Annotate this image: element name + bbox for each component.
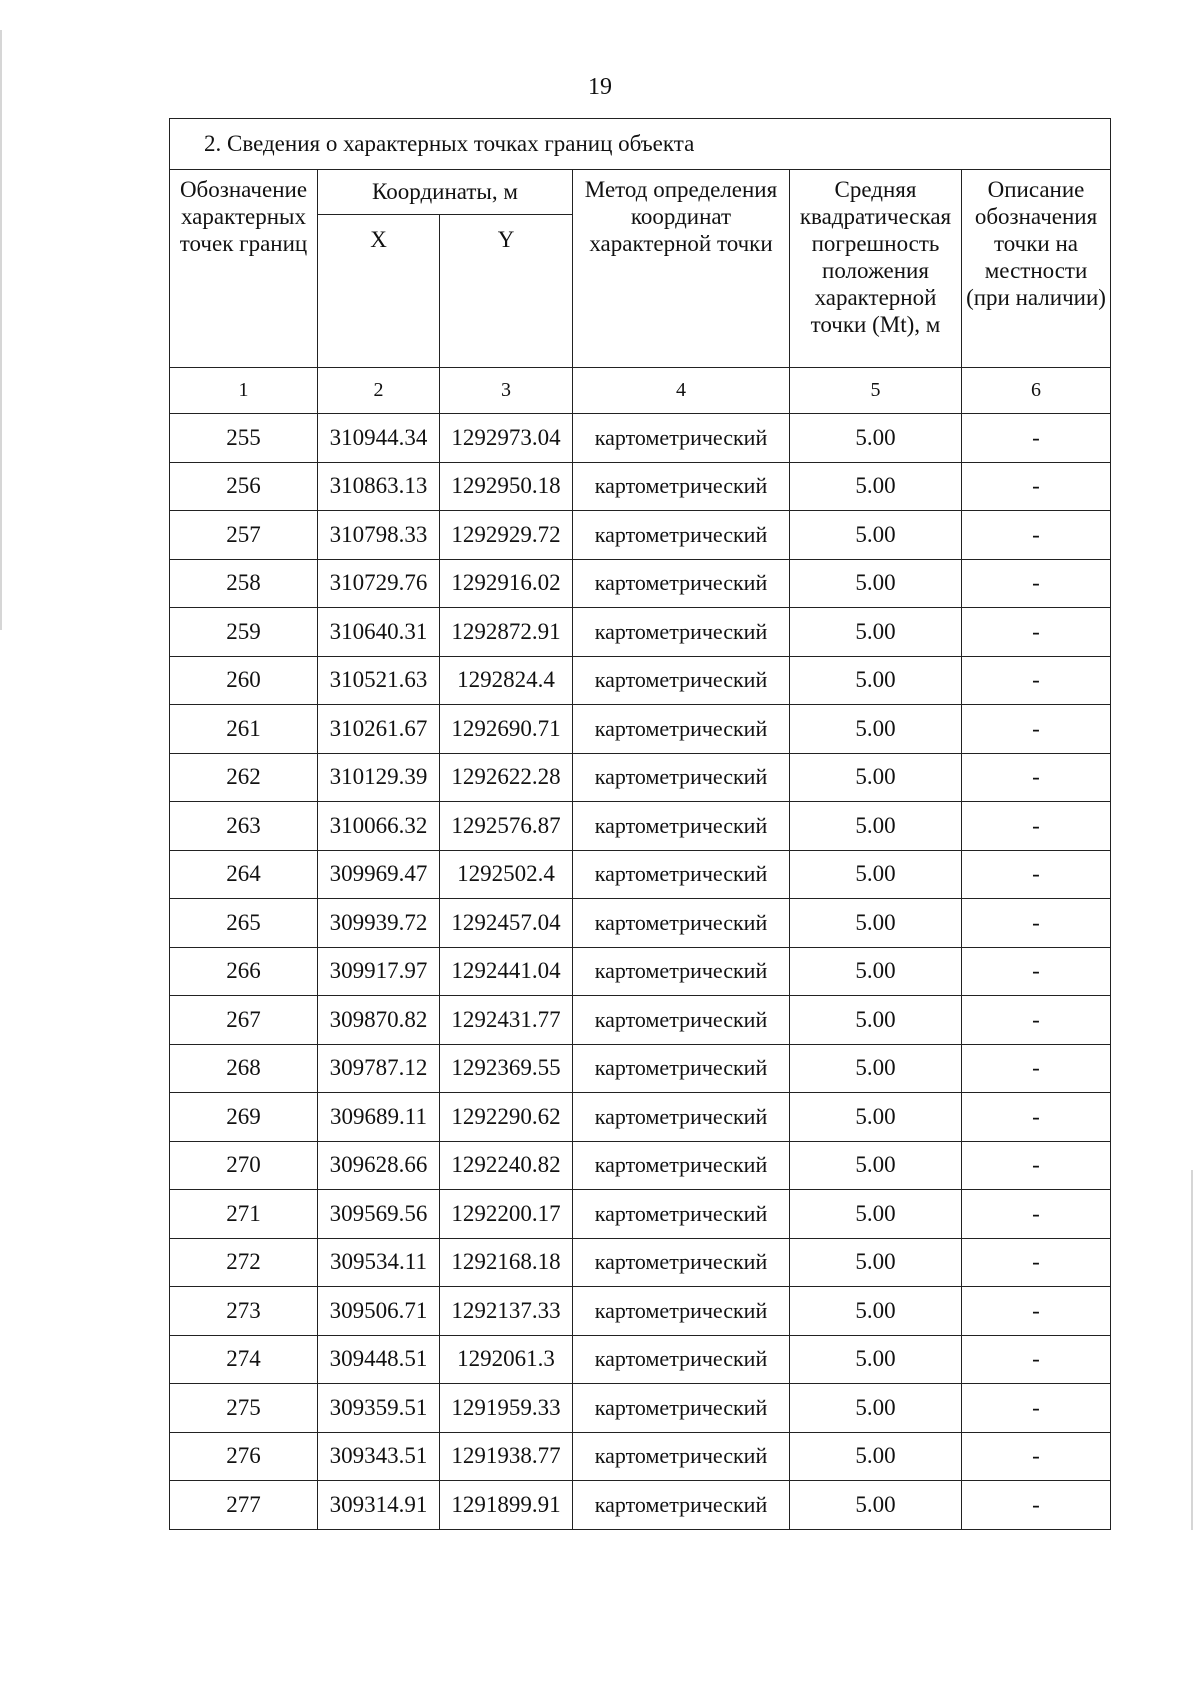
method-cell: картометрический (573, 899, 790, 948)
column-number: 1 (170, 368, 318, 414)
y-coordinate-cell: 1292929.72 (440, 511, 573, 560)
accuracy-cell: 5.00 (790, 802, 962, 851)
accuracy-cell: 5.00 (790, 462, 962, 511)
table-row (170, 608, 1111, 657)
method-cell: картометрический (573, 947, 790, 996)
accuracy-cell: 5.00 (790, 414, 962, 463)
table-row (170, 705, 1111, 754)
accuracy-cell: 5.00 (790, 947, 962, 996)
header-accuracy: Средняя квадратическая погрешность положения характерной точки (Mt), м (790, 170, 962, 368)
accuracy-cell: 5.00 (790, 996, 962, 1045)
method-cell: картометрический (573, 414, 790, 463)
table-row (170, 559, 1111, 608)
method-cell: картометрический (573, 1044, 790, 1093)
point-id-cell: 261 (170, 705, 318, 754)
table-row (170, 996, 1111, 1045)
description-cell: - (962, 1190, 1111, 1239)
point-id-cell: 260 (170, 656, 318, 705)
description-cell: - (962, 1093, 1111, 1142)
x-coordinate-cell: 309343.51 (318, 1432, 440, 1481)
description-cell: - (962, 1238, 1111, 1287)
y-coordinate-cell: 1291959.33 (440, 1384, 573, 1433)
x-coordinate-cell: 310521.63 (318, 656, 440, 705)
table-row (170, 850, 1111, 899)
header-x: X (318, 215, 440, 368)
description-cell: - (962, 1141, 1111, 1190)
y-coordinate-cell: 1292168.18 (440, 1238, 573, 1287)
x-coordinate-cell: 310863.13 (318, 462, 440, 511)
accuracy-cell: 5.00 (790, 1190, 962, 1239)
column-number: 5 (790, 368, 962, 414)
boundary-points-table (169, 118, 1111, 1530)
accuracy-cell: 5.00 (790, 1093, 962, 1142)
table-row (170, 1044, 1111, 1093)
x-coordinate-cell: 310798.33 (318, 511, 440, 560)
description-cell: - (962, 1335, 1111, 1384)
point-id-cell: 270 (170, 1141, 318, 1190)
table-row (170, 1287, 1111, 1336)
point-id-cell: 277 (170, 1481, 318, 1530)
header-coordinates: Координаты, м (318, 170, 573, 215)
point-id-cell: 263 (170, 802, 318, 851)
y-coordinate-cell: 1291899.91 (440, 1481, 573, 1530)
x-coordinate-cell: 309969.47 (318, 850, 440, 899)
point-id-cell: 274 (170, 1335, 318, 1384)
table-row (170, 1481, 1111, 1530)
table-row (170, 1238, 1111, 1287)
x-coordinate-cell: 309917.97 (318, 947, 440, 996)
column-number: 3 (440, 368, 573, 414)
method-cell: картометрический (573, 1432, 790, 1481)
point-id-cell: 255 (170, 414, 318, 463)
x-coordinate-cell: 309569.56 (318, 1190, 440, 1239)
description-cell: - (962, 899, 1111, 948)
scan-edge-left (0, 30, 5, 630)
column-number: 6 (962, 368, 1111, 414)
accuracy-cell: 5.00 (790, 1432, 962, 1481)
column-number: 2 (318, 368, 440, 414)
accuracy-cell: 5.00 (790, 1287, 962, 1336)
accuracy-cell: 5.00 (790, 1238, 962, 1287)
method-cell: картометрический (573, 1238, 790, 1287)
y-coordinate-cell: 1292916.02 (440, 559, 573, 608)
description-cell: - (962, 559, 1111, 608)
point-id-cell: 256 (170, 462, 318, 511)
x-coordinate-cell: 309448.51 (318, 1335, 440, 1384)
description-cell: - (962, 753, 1111, 802)
accuracy-cell: 5.00 (790, 656, 962, 705)
method-cell: картометрический (573, 802, 790, 851)
point-id-cell: 257 (170, 511, 318, 560)
y-coordinate-cell: 1292950.18 (440, 462, 573, 511)
method-cell: картометрический (573, 1093, 790, 1142)
x-coordinate-cell: 309359.51 (318, 1384, 440, 1433)
method-cell: картометрический (573, 559, 790, 608)
table-body (170, 414, 1111, 1530)
header-method: Метод определения координат характерной точки (573, 170, 790, 368)
x-coordinate-cell: 309870.82 (318, 996, 440, 1045)
x-coordinate-cell: 309689.11 (318, 1093, 440, 1142)
description-cell: - (962, 462, 1111, 511)
accuracy-cell: 5.00 (790, 753, 962, 802)
x-coordinate-cell: 310729.76 (318, 559, 440, 608)
table-row (170, 511, 1111, 560)
y-coordinate-cell: 1292502.4 (440, 850, 573, 899)
x-coordinate-cell: 309939.72 (318, 899, 440, 948)
method-cell: картометрический (573, 1335, 790, 1384)
point-id-cell: 269 (170, 1093, 318, 1142)
table-row (170, 656, 1111, 705)
x-coordinate-cell: 310066.32 (318, 802, 440, 851)
description-cell: - (962, 1384, 1111, 1433)
method-cell: картометрический (573, 705, 790, 754)
table-row (170, 947, 1111, 996)
table-row (170, 1093, 1111, 1142)
point-id-cell: 276 (170, 1432, 318, 1481)
x-coordinate-cell: 310640.31 (318, 608, 440, 657)
column-number: 4 (573, 368, 790, 414)
accuracy-cell: 5.00 (790, 1481, 962, 1530)
accuracy-cell: 5.00 (790, 1141, 962, 1190)
method-cell: картометрический (573, 996, 790, 1045)
point-id-cell: 264 (170, 850, 318, 899)
description-cell: - (962, 511, 1111, 560)
table-row (170, 753, 1111, 802)
y-coordinate-cell: 1292369.55 (440, 1044, 573, 1093)
description-cell: - (962, 947, 1111, 996)
description-cell: - (962, 1044, 1111, 1093)
y-coordinate-cell: 1291938.77 (440, 1432, 573, 1481)
method-cell: картометрический (573, 1287, 790, 1336)
description-cell: - (962, 996, 1111, 1045)
accuracy-cell: 5.00 (790, 559, 962, 608)
accuracy-cell: 5.00 (790, 1044, 962, 1093)
y-coordinate-cell: 1292690.71 (440, 705, 573, 754)
description-cell: - (962, 608, 1111, 657)
y-coordinate-cell: 1292622.28 (440, 753, 573, 802)
point-id-cell: 273 (170, 1287, 318, 1336)
point-id-cell: 275 (170, 1384, 318, 1433)
accuracy-cell: 5.00 (790, 705, 962, 754)
table-row (170, 899, 1111, 948)
x-coordinate-cell: 309314.91 (318, 1481, 440, 1530)
description-cell: - (962, 656, 1111, 705)
accuracy-cell: 5.00 (790, 1384, 962, 1433)
table-row (170, 1141, 1111, 1190)
point-id-cell: 258 (170, 559, 318, 608)
x-coordinate-cell: 309628.66 (318, 1141, 440, 1190)
point-id-cell: 272 (170, 1238, 318, 1287)
accuracy-cell: 5.00 (790, 850, 962, 899)
x-coordinate-cell: 309534.11 (318, 1238, 440, 1287)
header-description: Описание обозначения точки на местности (при наличии) (962, 170, 1111, 368)
description-cell: - (962, 850, 1111, 899)
table-row (170, 414, 1111, 463)
description-cell: - (962, 1287, 1111, 1336)
accuracy-cell: 5.00 (790, 899, 962, 948)
x-coordinate-cell: 310261.67 (318, 705, 440, 754)
description-cell: - (962, 802, 1111, 851)
header-designation: Обозначение характерных точек границ (170, 170, 318, 368)
table-row (170, 1384, 1111, 1433)
point-id-cell: 267 (170, 996, 318, 1045)
point-id-cell: 259 (170, 608, 318, 657)
y-coordinate-cell: 1292431.77 (440, 996, 573, 1045)
method-cell: картометрический (573, 1190, 790, 1239)
point-id-cell: 271 (170, 1190, 318, 1239)
description-cell: - (962, 705, 1111, 754)
method-cell: картометрический (573, 1141, 790, 1190)
description-cell: - (962, 1481, 1111, 1530)
header-y: Y (440, 215, 573, 368)
description-cell: - (962, 1432, 1111, 1481)
y-coordinate-cell: 1292290.62 (440, 1093, 573, 1142)
table-row (170, 462, 1111, 511)
y-coordinate-cell: 1292137.33 (440, 1287, 573, 1336)
y-coordinate-cell: 1292240.82 (440, 1141, 573, 1190)
accuracy-cell: 5.00 (790, 1335, 962, 1384)
method-cell: картометрический (573, 850, 790, 899)
y-coordinate-cell: 1292872.91 (440, 608, 573, 657)
method-cell: картометрический (573, 511, 790, 560)
point-id-cell: 266 (170, 947, 318, 996)
method-cell: картометрический (573, 1384, 790, 1433)
table-row (170, 1190, 1111, 1239)
y-coordinate-cell: 1292061.3 (440, 1335, 573, 1384)
page-number: 19 (588, 74, 612, 100)
x-coordinate-cell: 309506.71 (318, 1287, 440, 1336)
point-id-cell: 262 (170, 753, 318, 802)
y-coordinate-cell: 1292200.17 (440, 1190, 573, 1239)
method-cell: картометрический (573, 1481, 790, 1530)
table-row (170, 1335, 1111, 1384)
accuracy-cell: 5.00 (790, 608, 962, 657)
method-cell: картометрический (573, 656, 790, 705)
method-cell: картометрический (573, 608, 790, 657)
table-row (170, 802, 1111, 851)
scan-edge-right (1191, 1170, 1196, 1530)
method-cell: картометрический (573, 753, 790, 802)
section-title: 2. Сведения о характерных точках границ объекта (170, 119, 1111, 170)
method-cell: картометрический (573, 462, 790, 511)
y-coordinate-cell: 1292824.4 (440, 656, 573, 705)
description-cell: - (962, 414, 1111, 463)
point-id-cell: 265 (170, 899, 318, 948)
x-coordinate-cell: 310944.34 (318, 414, 440, 463)
y-coordinate-cell: 1292576.87 (440, 802, 573, 851)
y-coordinate-cell: 1292441.04 (440, 947, 573, 996)
x-coordinate-cell: 309787.12 (318, 1044, 440, 1093)
x-coordinate-cell: 310129.39 (318, 753, 440, 802)
accuracy-cell: 5.00 (790, 511, 962, 560)
y-coordinate-cell: 1292457.04 (440, 899, 573, 948)
table-row (170, 1432, 1111, 1481)
point-id-cell: 268 (170, 1044, 318, 1093)
y-coordinate-cell: 1292973.04 (440, 414, 573, 463)
